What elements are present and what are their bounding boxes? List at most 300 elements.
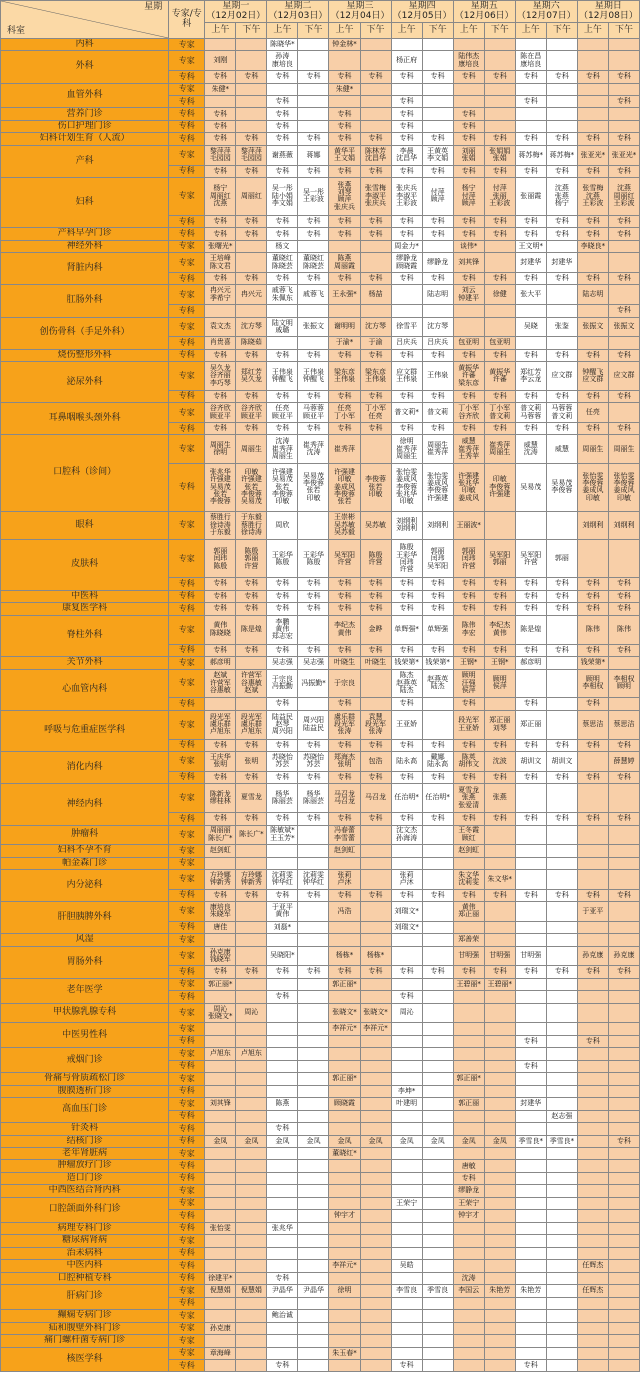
clinic-type: 专科 <box>169 96 205 108</box>
am-slot-cell <box>391 464 422 511</box>
doctor-names: 赵燕英 陆杰 <box>427 675 449 691</box>
doctor-names: 金凤 <box>275 1136 290 1145</box>
pm-slot-cell <box>360 1060 391 1072</box>
pm-slot-cell <box>360 165 391 177</box>
am-slot-cell <box>577 464 608 511</box>
pm-slot-cell <box>546 771 577 783</box>
am-slot-cell <box>453 1297 484 1309</box>
doctor-names: 专科 <box>585 229 600 238</box>
am-slot-cell <box>205 1135 236 1147</box>
doctor-names: 专科 <box>461 391 476 400</box>
doctor-names: 马蓉蓉 顾亚平 <box>302 404 324 420</box>
am-slot-cell <box>329 889 360 901</box>
pm-slot-cell <box>298 51 329 71</box>
doctor-names: 陈是煌 <box>520 625 542 634</box>
am-slot-cell <box>205 133 236 145</box>
pm-slot-cell <box>608 1359 639 1371</box>
pm-slot-cell <box>484 540 515 578</box>
doctor-names: 黄振华 许蕃 <box>489 367 511 383</box>
doctor-names: 陈杰 赵燕英 陆杰 <box>396 671 418 695</box>
am-slot-cell <box>267 1035 298 1047</box>
pm-slot-cell <box>360 813 391 825</box>
pm-slot-cell <box>484 1048 515 1060</box>
doctor-names: 威慧 沈涛 <box>523 441 538 457</box>
pm-slot-cell <box>422 403 453 423</box>
am-slot-cell <box>329 1235 360 1247</box>
doctor-names: 专科 <box>430 579 445 588</box>
schedule-row <box>1 1335 640 1347</box>
pm-slot-cell <box>546 590 577 602</box>
pm-slot-cell <box>546 615 577 644</box>
doctor-names: 专科 <box>244 274 259 283</box>
pm-slot-cell <box>484 133 515 145</box>
doctor-names: 印敏 许强建 张若 李俊蓉 吴易茂 <box>240 468 262 506</box>
schedule-row <box>1 403 640 423</box>
doctor-names: 金凤 <box>430 1136 445 1145</box>
pm-slot-cell <box>298 464 329 511</box>
am-slot-cell <box>515 51 546 71</box>
department-name: 内分泌科 <box>1 870 169 902</box>
am-slot-cell <box>329 253 360 273</box>
am-slot-cell <box>577 1310 608 1322</box>
clinic-type: 专家 <box>169 403 205 423</box>
am-slot-cell <box>205 228 236 240</box>
doctor-names: 专科 <box>585 350 600 359</box>
doctor-names: 陈晓华* <box>270 40 295 49</box>
am-slot-cell <box>391 1235 422 1247</box>
am-slot-cell <box>205 1035 236 1047</box>
pm-slot-cell <box>236 39 267 51</box>
doctor-names: 专科 <box>275 391 290 400</box>
doctor-names: 专科 <box>306 579 321 588</box>
doctor-names: 季雪良* <box>549 1136 575 1145</box>
pm-slot-cell <box>608 1210 639 1222</box>
doctor-names: 威慧 崔秀萍 王秀苹 <box>458 437 480 461</box>
pm-header: 下午 <box>422 23 453 39</box>
pm-slot-cell <box>236 108 267 120</box>
department-name: 疝和腹壁外科门诊 <box>1 1322 169 1334</box>
pm-slot-cell <box>236 423 267 435</box>
doctor-names: 崔秀萍 沈涛 <box>302 441 324 457</box>
doctor-names: 朱艳芳 <box>489 1286 511 1295</box>
am-slot-cell <box>577 305 608 317</box>
schedule-row <box>1 349 640 361</box>
am-slot-cell <box>391 752 422 772</box>
am-slot-cell <box>453 1135 484 1147</box>
am-slot-cell <box>205 698 236 710</box>
pm-slot-cell <box>360 889 391 901</box>
doctor-names: 专科 <box>616 274 631 283</box>
pm-slot-cell <box>298 1060 329 1072</box>
am-slot-cell <box>329 1335 360 1347</box>
pm-slot-cell <box>484 1210 515 1222</box>
doctor-names: 李祥元* <box>332 1024 357 1033</box>
pm-slot-cell <box>422 934 453 946</box>
doctor-names: 赵剑虹 <box>209 846 231 855</box>
department-name: 糖尿病肾病 <box>1 1235 169 1247</box>
pm-slot-cell <box>546 83 577 95</box>
doctor-names: 专科 <box>399 391 414 400</box>
doctor-names: 张莉 卢沐 <box>337 871 352 887</box>
department-name: 妇科 <box>1 177 169 227</box>
department-name: 康复医学科 <box>1 603 169 615</box>
pm-slot-cell <box>484 845 515 857</box>
am-slot-cell <box>205 1172 236 1184</box>
clinic-type: 专家 <box>169 902 205 922</box>
am-slot-cell <box>329 511 360 540</box>
am-slot-cell <box>515 921 546 933</box>
am-slot-cell <box>453 1172 484 1184</box>
pm-slot-cell <box>484 1148 515 1160</box>
doctor-names: 杨宁 周丽红 沈燕 <box>209 184 231 208</box>
doctor-names: 陆伟杰 康培良 <box>458 52 480 68</box>
pm-slot-cell <box>298 889 329 901</box>
am-slot-cell <box>329 1310 360 1322</box>
doctor-names: 专科 <box>616 217 631 226</box>
doctor-names: 叶建明 <box>396 1099 418 1108</box>
am-slot-cell <box>267 857 298 869</box>
pm-slot-cell <box>298 285 329 305</box>
doctor-names: 专科 <box>368 645 383 654</box>
pm-slot-cell <box>298 423 329 435</box>
doctor-names: 专科 <box>337 591 352 600</box>
department-name: 肝胆胰脾外科 <box>1 902 169 934</box>
am-slot-cell <box>577 1359 608 1371</box>
pm-slot-cell <box>298 752 329 772</box>
am-slot-cell <box>205 305 236 317</box>
doctor-names: 专科 <box>554 350 569 359</box>
pm-slot-cell <box>484 578 515 590</box>
doctor-names: 吴苏敏 <box>365 520 387 529</box>
doctor-names: 专科 <box>430 604 445 613</box>
doctor-names: 周沁 <box>244 1008 259 1017</box>
doctor-names: 于亚平 <box>582 906 604 915</box>
pm-slot-cell <box>546 120 577 132</box>
am-slot-cell <box>577 966 608 978</box>
doctor-names: 刘其锋 <box>209 1099 231 1108</box>
am-slot-cell <box>577 337 608 349</box>
am-slot-cell <box>267 1073 298 1085</box>
pm-slot-cell <box>608 1148 639 1160</box>
pm-slot-cell <box>546 240 577 252</box>
doctor-names: 专科 <box>461 772 476 781</box>
doctor-names: 徐健 <box>492 290 507 299</box>
doctor-names: 专科 <box>213 814 228 823</box>
am-slot-cell <box>267 228 298 240</box>
am-slot-cell <box>515 390 546 402</box>
pm-slot-cell <box>608 83 639 95</box>
clinic-type: 专家 <box>169 1073 205 1085</box>
doctor-names: 张晓文* <box>363 1008 388 1017</box>
pm-slot-cell <box>298 946 329 966</box>
pm-slot-cell <box>236 253 267 273</box>
doctor-names: 倪慧娟 <box>209 1286 231 1295</box>
am-slot-cell <box>329 934 360 946</box>
am-slot-cell <box>267 71 298 83</box>
doctor-names: 沈涛 崔秀萍 周丽生 <box>271 437 293 461</box>
doctor-names: 专科 <box>368 814 383 823</box>
doctor-names: 任亮 丁小军 <box>334 404 355 420</box>
doctor-names: 专科 <box>399 274 414 283</box>
doctor-names: 专科 <box>399 772 414 781</box>
pm-slot-cell <box>608 1310 639 1322</box>
doctor-names: 专科 <box>585 166 600 175</box>
doctor-names: 专科 <box>213 109 228 118</box>
doctor-names: 季雪良 <box>427 1286 449 1295</box>
am-slot-cell <box>453 784 484 813</box>
am-slot-cell <box>515 889 546 901</box>
am-slot-cell <box>267 934 298 946</box>
pm-slot-cell <box>360 1110 391 1122</box>
am-slot-cell <box>577 403 608 423</box>
am-slot-cell <box>453 39 484 51</box>
am-slot-cell <box>577 39 608 51</box>
pm-slot-cell <box>608 145 639 165</box>
pm-slot-cell <box>546 1172 577 1184</box>
am-slot-cell <box>453 946 484 966</box>
am-slot-cell <box>205 108 236 120</box>
doctor-names: 专科 <box>368 604 383 613</box>
am-slot-cell <box>577 71 608 83</box>
pm-slot-cell <box>298 934 329 946</box>
am-slot-cell <box>577 1285 608 1297</box>
clinic-type: 专科 <box>169 698 205 710</box>
doctor-names: 专科 <box>306 134 321 143</box>
pm-slot-cell <box>546 337 577 349</box>
doctor-names: 肖贵喜 <box>209 338 231 347</box>
doctor-names: 专科 <box>523 424 538 433</box>
doctor-names: 王永强* <box>332 290 357 299</box>
pm-slot-cell <box>546 228 577 240</box>
department-name: 口腔科（诊间） <box>1 435 169 511</box>
doctor-names: 专科 <box>244 591 259 600</box>
am-slot-cell <box>267 1210 298 1222</box>
clinic-type: 专科 <box>169 1123 205 1135</box>
doctor-names: 杨华 陈丽芸 <box>271 789 293 806</box>
pm-slot-cell <box>360 1260 391 1272</box>
am-slot-cell <box>515 845 546 857</box>
am-header: 上午 <box>329 23 360 39</box>
am-slot-cell <box>267 644 298 656</box>
pm-slot-cell <box>298 1285 329 1297</box>
doctor-names: 专科 <box>306 217 321 226</box>
pm-slot-cell <box>236 71 267 83</box>
doctor-names: 专科 <box>461 1174 476 1182</box>
am-slot-cell <box>267 423 298 435</box>
schedule-row <box>1 435 640 464</box>
doctor-names: 专科 <box>368 274 383 283</box>
pm-slot-cell <box>236 1285 267 1297</box>
doctor-names: 专科 <box>368 740 383 749</box>
am-slot-cell <box>515 133 546 145</box>
doctor-names: 专科 <box>554 134 569 143</box>
doctor-names: 张大平 <box>520 290 542 299</box>
pm-slot-cell <box>360 1247 391 1259</box>
doctor-names: 吴皓 <box>399 1261 414 1270</box>
pm-slot-cell <box>236 1035 267 1047</box>
pm-slot-cell <box>298 1322 329 1334</box>
doctor-names: 专科 <box>306 274 321 283</box>
pm-slot-cell <box>422 1322 453 1334</box>
doctor-names: 专科 <box>213 424 228 433</box>
am-slot-cell <box>205 1160 236 1172</box>
am-slot-cell <box>205 1359 236 1371</box>
pm-slot-cell <box>236 228 267 240</box>
pm-slot-cell <box>360 108 391 120</box>
pm-slot-cell <box>236 1260 267 1272</box>
clinic-type: 专家 <box>169 1023 205 1035</box>
pm-slot-cell <box>236 1222 267 1234</box>
doctor-names: 应文群 <box>613 371 635 380</box>
doctor-names: 张鉴 <box>554 322 569 331</box>
pm-slot-cell <box>236 1060 267 1072</box>
pm-slot-cell <box>422 644 453 656</box>
am-slot-cell <box>267 752 298 772</box>
pm-slot-cell <box>484 403 515 423</box>
doctor-names: 缪静龙 顾晓霞 <box>396 254 418 270</box>
doctor-names: 专科 <box>337 967 352 976</box>
clinic-type: 专家 <box>169 857 205 869</box>
pm-slot-cell <box>298 273 329 285</box>
am-slot-cell <box>329 1297 360 1309</box>
schedule-row <box>1 511 640 540</box>
pm-slot-cell <box>360 423 391 435</box>
pm-slot-cell <box>422 615 453 644</box>
pm-slot-cell <box>484 96 515 108</box>
pm-slot-cell <box>422 96 453 108</box>
pm-slot-cell <box>360 177 391 215</box>
pm-slot-cell <box>236 240 267 252</box>
doctor-names: 王荣宁 <box>396 1198 418 1207</box>
pm-slot-cell <box>360 1210 391 1222</box>
schedule-row <box>1 902 640 922</box>
doctor-names: 封建华 <box>520 1099 542 1108</box>
pm-slot-cell <box>422 603 453 615</box>
pm-slot-cell <box>298 511 329 540</box>
doctor-names: 吴一彤 陆小娟 李文娟 <box>271 184 293 208</box>
pm-slot-cell <box>422 337 453 349</box>
doctor-names: 张振文 <box>613 322 635 331</box>
clinic-type: 专家 <box>169 145 205 165</box>
doctor-names: 刘纲利 <box>582 520 604 529</box>
doctor-names: 专科 <box>244 217 259 226</box>
pm-slot-cell <box>608 511 639 540</box>
pm-slot-cell <box>484 825 515 845</box>
am-slot-cell <box>577 83 608 95</box>
pm-slot-cell <box>546 978 577 990</box>
clinic-type: 专家 <box>169 1310 205 1322</box>
am-slot-cell <box>453 1023 484 1035</box>
am-slot-cell <box>453 698 484 710</box>
pm-slot-cell <box>484 108 515 120</box>
pm-slot-cell <box>298 240 329 252</box>
doctor-names: 谷齐欣 顾亚平 <box>209 404 231 420</box>
pm-slot-cell <box>608 273 639 285</box>
pm-slot-cell <box>236 698 267 710</box>
pm-slot-cell <box>236 83 267 95</box>
doctor-names: 王碧丽* <box>487 979 512 988</box>
department-name: 妇科不孕不育 <box>1 845 169 857</box>
am-slot-cell <box>577 1023 608 1035</box>
doctor-names: 段光军 虞乐群 卢旭东 <box>209 712 231 736</box>
pm-slot-cell <box>236 1247 267 1259</box>
doctor-names: 专科 <box>306 391 321 400</box>
schedule-row <box>1 1247 640 1259</box>
am-slot-cell <box>205 1110 236 1122</box>
am-slot-cell <box>577 1060 608 1072</box>
am-slot-cell <box>453 845 484 857</box>
pm-slot-cell <box>298 902 329 922</box>
doctor-names: 沈方琴 <box>427 322 449 331</box>
pm-slot-cell <box>298 1260 329 1272</box>
pm-slot-cell <box>298 1135 329 1147</box>
doctor-names: 赵志强 <box>551 1111 573 1120</box>
department-name: 甲状腺乳腺专科 <box>1 1003 169 1023</box>
doctor-names: 专科 <box>492 890 507 899</box>
pm-slot-cell <box>298 1110 329 1122</box>
doctor-names: 钟宇才 <box>334 1211 355 1220</box>
doctor-names: 专科 <box>523 772 538 781</box>
am-slot-cell <box>577 1073 608 1085</box>
doctor-names: 张怡雯 姜成风 李俊蓉 张兆华 印敏 <box>396 468 418 506</box>
pm-slot-cell <box>608 934 639 946</box>
am-slot-cell <box>453 813 484 825</box>
pm-slot-cell <box>236 657 267 669</box>
am-slot-cell <box>267 240 298 252</box>
doctor-names: 专科 <box>461 814 476 823</box>
department-name: 呼吸与危重症医学科 <box>1 710 169 751</box>
am-slot-cell <box>329 771 360 783</box>
pm-slot-cell <box>608 578 639 590</box>
pm-slot-cell <box>360 1185 391 1197</box>
schedule-row <box>1 285 640 305</box>
pm-slot-cell <box>546 1285 577 1297</box>
department-name: 痛门螺杆菌专病门诊 <box>1 1335 169 1347</box>
clinic-type: 专科 <box>169 1160 205 1172</box>
am-slot-cell <box>453 902 484 922</box>
pm-slot-cell <box>298 96 329 108</box>
clinic-type: 专科 <box>169 1135 205 1147</box>
am-slot-cell <box>267 1123 298 1135</box>
doctor-names: 王伟泉 <box>427 371 449 380</box>
department-name: 消化内科 <box>1 752 169 784</box>
doctor-names: 普文莉 <box>427 408 449 417</box>
doctor-names: 刘瑞文* <box>394 922 419 931</box>
pm-slot-cell <box>546 1347 577 1359</box>
am-slot-cell <box>577 1347 608 1359</box>
doctor-names: 于东毅 蔡胜行 徐诗涛 <box>240 513 262 537</box>
pm-slot-cell <box>422 215 453 227</box>
pm-slot-cell <box>546 752 577 772</box>
doctor-names: 张振文 <box>302 322 324 331</box>
doctor-names: 专科 <box>213 890 228 899</box>
am-slot-cell <box>205 1060 236 1072</box>
pm-slot-cell <box>422 1310 453 1322</box>
am-slot-cell <box>391 1322 422 1334</box>
pm-slot-cell <box>546 1297 577 1309</box>
clinic-type: 专科 <box>169 1060 205 1072</box>
clinic-type: 专科 <box>169 603 205 615</box>
am-slot-cell <box>391 423 422 435</box>
doctor-names: 王碧丽* <box>456 979 481 988</box>
am-slot-cell <box>329 784 360 813</box>
department-name: 脊柱外科 <box>1 615 169 656</box>
pm-slot-cell <box>360 540 391 578</box>
clinic-type: 专科 <box>169 739 205 751</box>
doctor-names: 朱健* <box>335 84 354 93</box>
doctor-names: 专科 <box>523 229 538 238</box>
pm-slot-cell <box>236 165 267 177</box>
